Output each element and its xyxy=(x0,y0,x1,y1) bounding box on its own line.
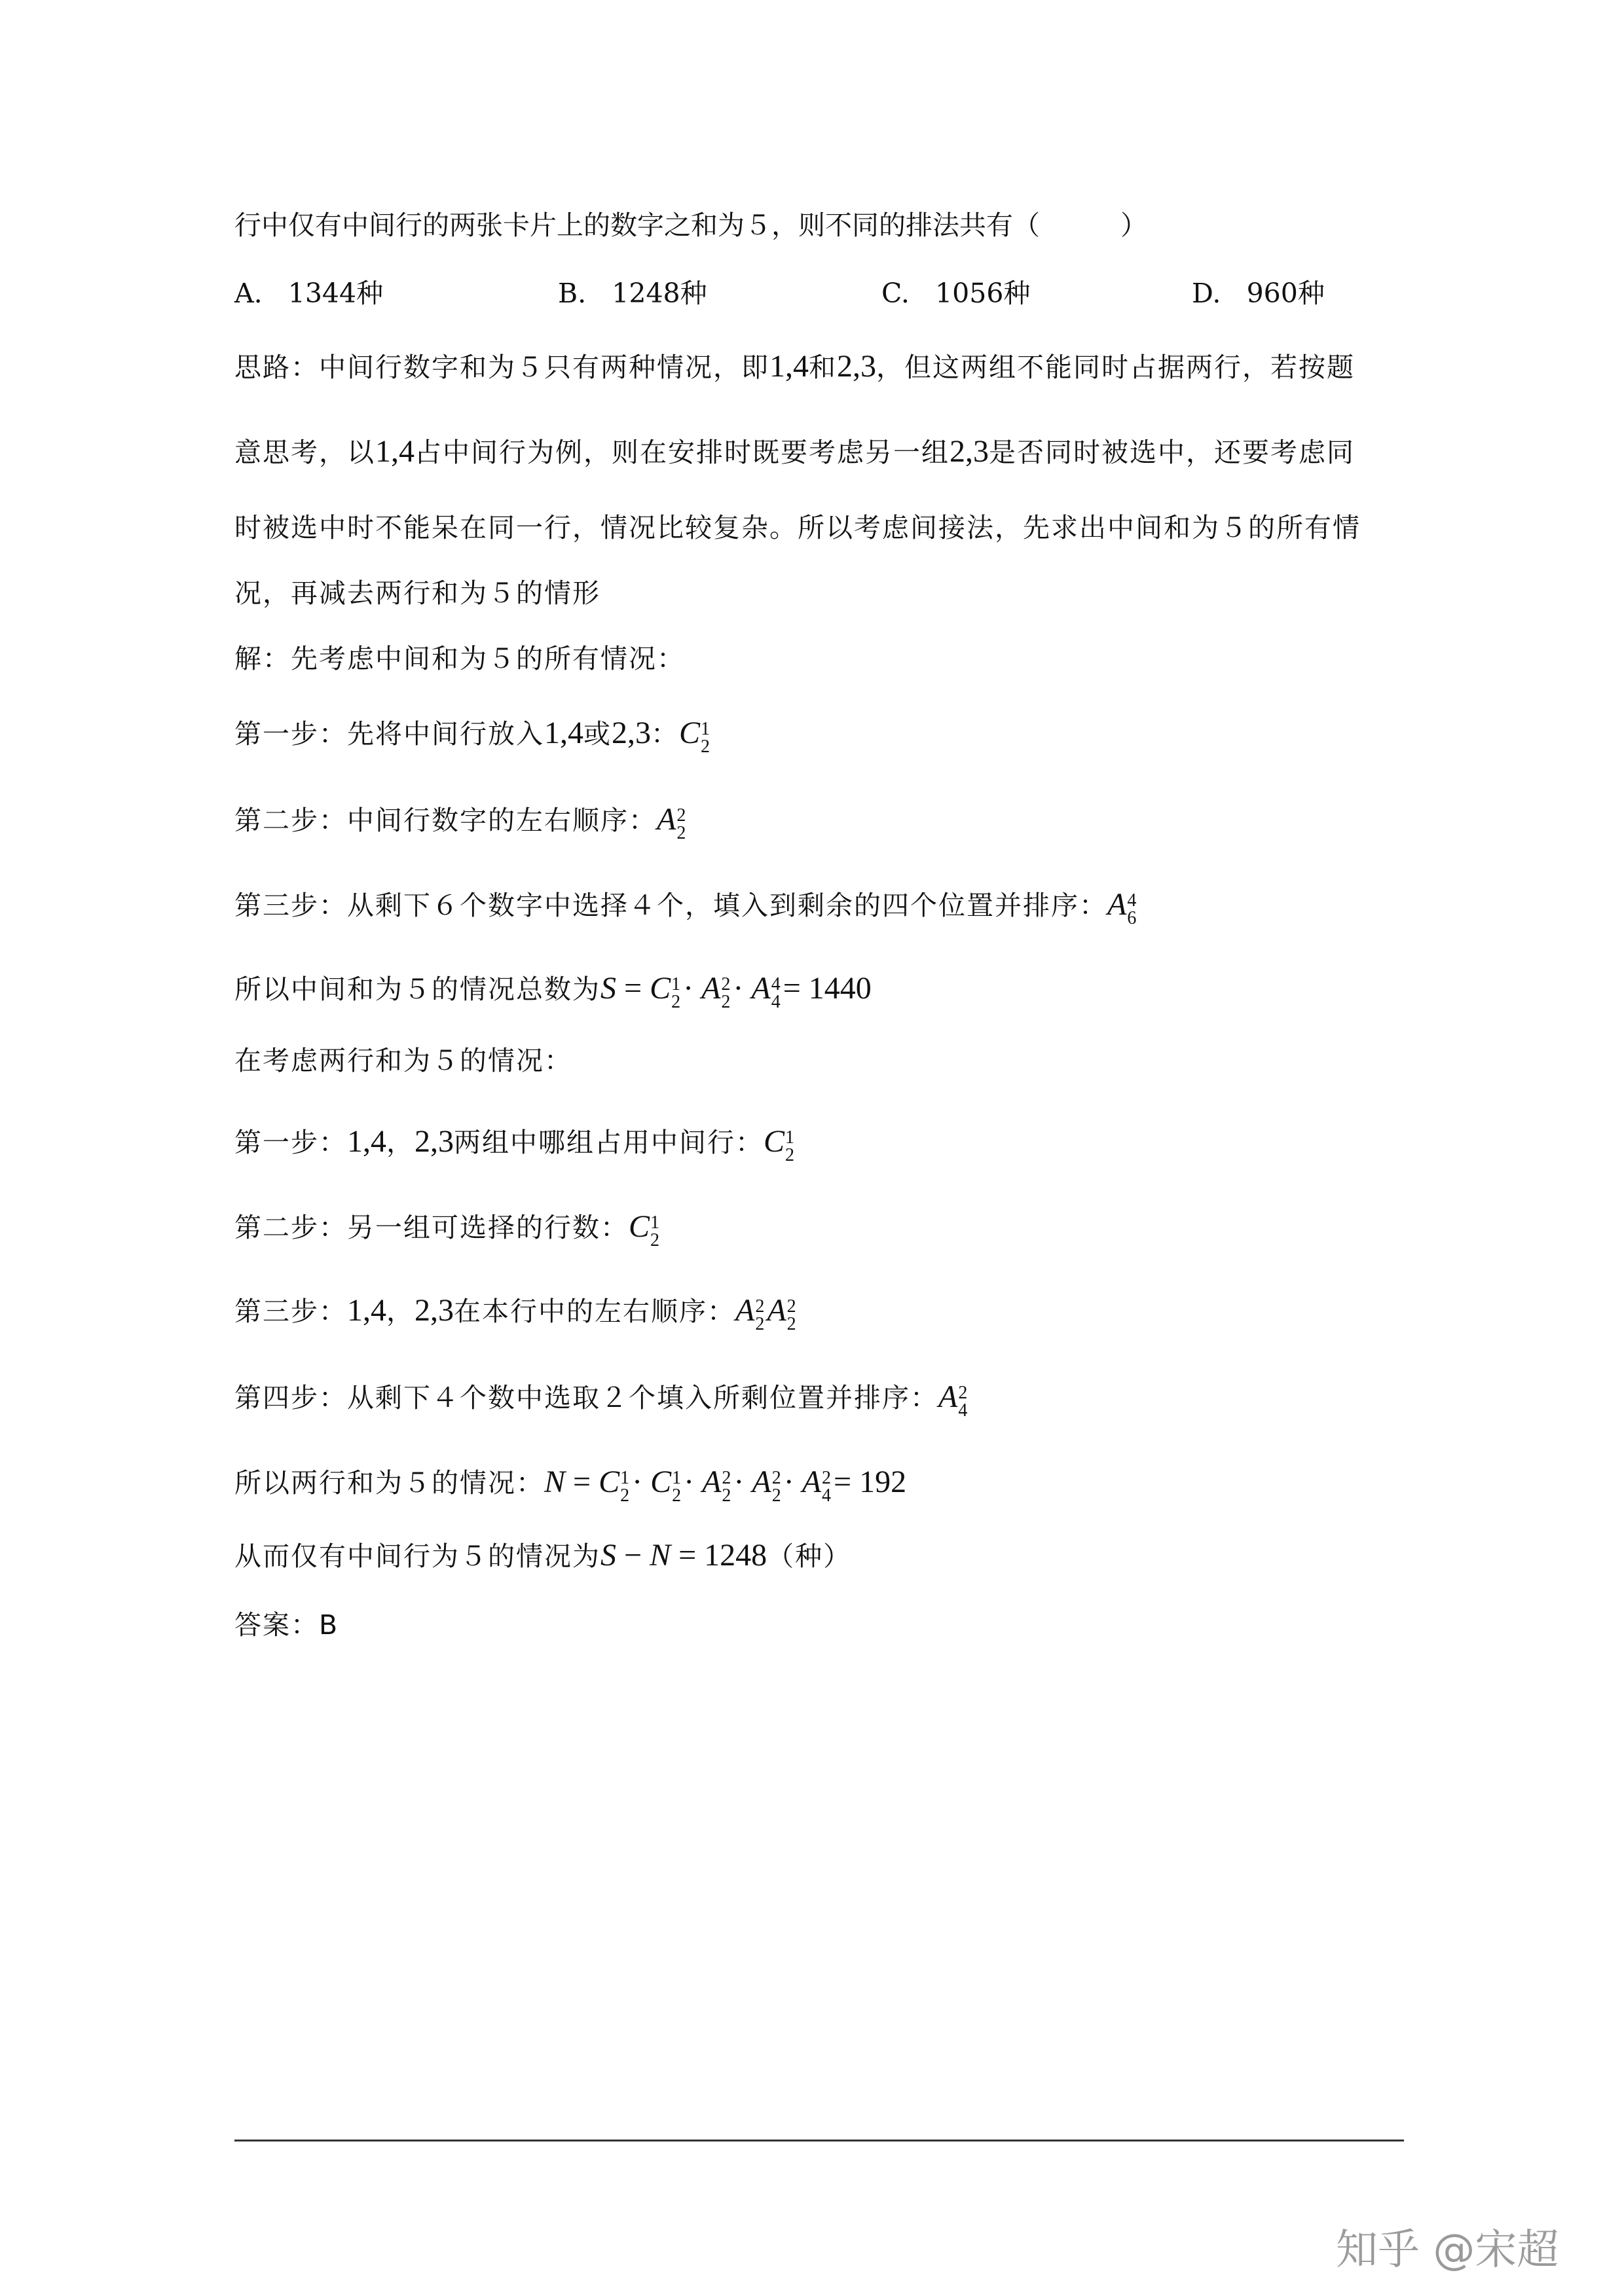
step-2b xyxy=(234,1207,662,1250)
option-letter: A. xyxy=(234,278,263,309)
option-b xyxy=(558,274,707,313)
step-text: 从而仅有中间行为５的情况为 xyxy=(234,1540,600,1572)
option-c xyxy=(881,274,1030,313)
step-text: 第三步： xyxy=(234,1296,347,1327)
step-text: 所以中间和为５的情况总数为 xyxy=(234,974,600,1005)
step-text: （种） xyxy=(767,1540,852,1572)
idea-text: 和 xyxy=(809,352,837,383)
option-value: 960种 xyxy=(1246,278,1325,309)
sum-middle xyxy=(234,969,872,1011)
step-4b xyxy=(234,1377,970,1420)
idea-text: 意思考，以 xyxy=(234,437,375,468)
step-text: 第四步：从剩下４个数中选取２个填入所剩位置并排序： xyxy=(234,1382,938,1413)
step-text: 第二步：另一组可选择的行数： xyxy=(234,1212,629,1243)
idea-text: 思路：中间行数字和为５只有两种情况，即 xyxy=(234,352,769,383)
formula-a22a22: A 2 2 A 2 2 xyxy=(735,1293,796,1334)
idea-line-4: 况，再减去两行和为５的情形 xyxy=(234,577,600,609)
result-value: 192 xyxy=(859,1465,907,1499)
answer: 答案：B xyxy=(234,1609,339,1641)
formula-final: S − N = 1248 xyxy=(600,1538,767,1573)
math-pair: 2,3 xyxy=(950,434,989,469)
step-text: 第三步：从剩下６个数字中选择４个，填入到剩余的四个位置并排序： xyxy=(234,890,1107,921)
step-1b xyxy=(234,1122,797,1165)
option-letter: D. xyxy=(1192,278,1221,309)
formula-c21: C 1 2 xyxy=(764,1124,795,1165)
idea-line-2 xyxy=(234,432,1355,472)
solution-intro: 解：先考虑中间和为５的所有情况： xyxy=(234,643,685,674)
solution-intro-2: 在考虑两行和为５的情况： xyxy=(234,1045,572,1076)
step-text: ， xyxy=(386,1296,415,1327)
footer-divider xyxy=(234,2140,1404,2141)
formula-a42: A 2 4 xyxy=(938,1379,968,1421)
formula-n: N = C 1 2 · C 1 2 · A 2 2 · A 2 2 · A 2 4 = 192 xyxy=(544,1465,907,1506)
watermark: 知乎 @宋超 xyxy=(1336,2226,1559,2274)
math-pair: 1,4 xyxy=(347,1293,386,1328)
result-value: 1440 xyxy=(808,971,872,1006)
result-value: 1248 xyxy=(704,1538,767,1573)
math-pair: 2,3 xyxy=(837,349,876,384)
math-pair: 1,4 xyxy=(347,1124,386,1159)
step-text: 第二步：中间行数字的左右顺序： xyxy=(234,805,657,836)
step-3 xyxy=(234,885,1139,928)
formula-c21: C 1 2 xyxy=(629,1209,660,1250)
math-pair: 1,4 xyxy=(544,716,583,750)
sum-two-rows xyxy=(234,1463,906,1505)
idea-text: ，但这两组不能同时占据两行，若按题 xyxy=(876,352,1355,383)
question-text: 行中仅有中间行的两张卡片上的数字之和为５，则不同的排法共有（ ） xyxy=(234,210,1147,241)
option-value: 1056种 xyxy=(935,278,1031,309)
math-pair: 1,4 xyxy=(375,434,415,469)
formula-c21: C 1 2 xyxy=(679,716,710,757)
math-pair: 2,3 xyxy=(415,1293,454,1328)
option-letter: B. xyxy=(558,278,587,309)
step-text: 或 xyxy=(583,718,612,750)
step-1 xyxy=(234,714,712,756)
step-text: ： xyxy=(651,718,679,750)
step-text: 第一步： xyxy=(234,1127,347,1158)
option-value: 1248种 xyxy=(612,278,707,309)
option-letter: C. xyxy=(881,278,910,309)
step-text: 在本行中的左右顺序： xyxy=(454,1296,735,1327)
option-a xyxy=(234,274,383,313)
formula-a64: A 4 6 xyxy=(1107,887,1137,928)
idea-text: 是否同时被选中，还要考虑同 xyxy=(989,437,1355,468)
final-result xyxy=(234,1536,851,1576)
step-3b xyxy=(234,1291,799,1334)
math-pair: 2,3 xyxy=(415,1124,454,1159)
formula-s: S = C 1 2 · A 2 2 · A 4 4 = 1440 xyxy=(600,971,872,1012)
math-pair: 1,4 xyxy=(769,349,809,384)
step-text: 所以两行和为５的情况： xyxy=(234,1467,544,1499)
formula-a22: A 2 2 xyxy=(657,802,686,843)
step-text: 第一步：先将中间行放入 xyxy=(234,718,544,750)
idea-line-1 xyxy=(234,347,1355,387)
idea-line-3: 时被选中时不能呆在同一行，情况比较复杂。所以考虑间接法，先求出中间和为５的所有情 xyxy=(234,512,1361,543)
math-pair: 2,3 xyxy=(612,716,651,750)
step-2 xyxy=(234,800,688,843)
idea-text: 占中间行为例，则在安排时既要考虑另一组 xyxy=(415,437,950,468)
option-d xyxy=(1192,274,1325,313)
step-text: ， xyxy=(386,1127,415,1158)
option-value: 1344种 xyxy=(287,278,384,309)
step-text: 两组中哪组占用中间行： xyxy=(454,1127,764,1158)
